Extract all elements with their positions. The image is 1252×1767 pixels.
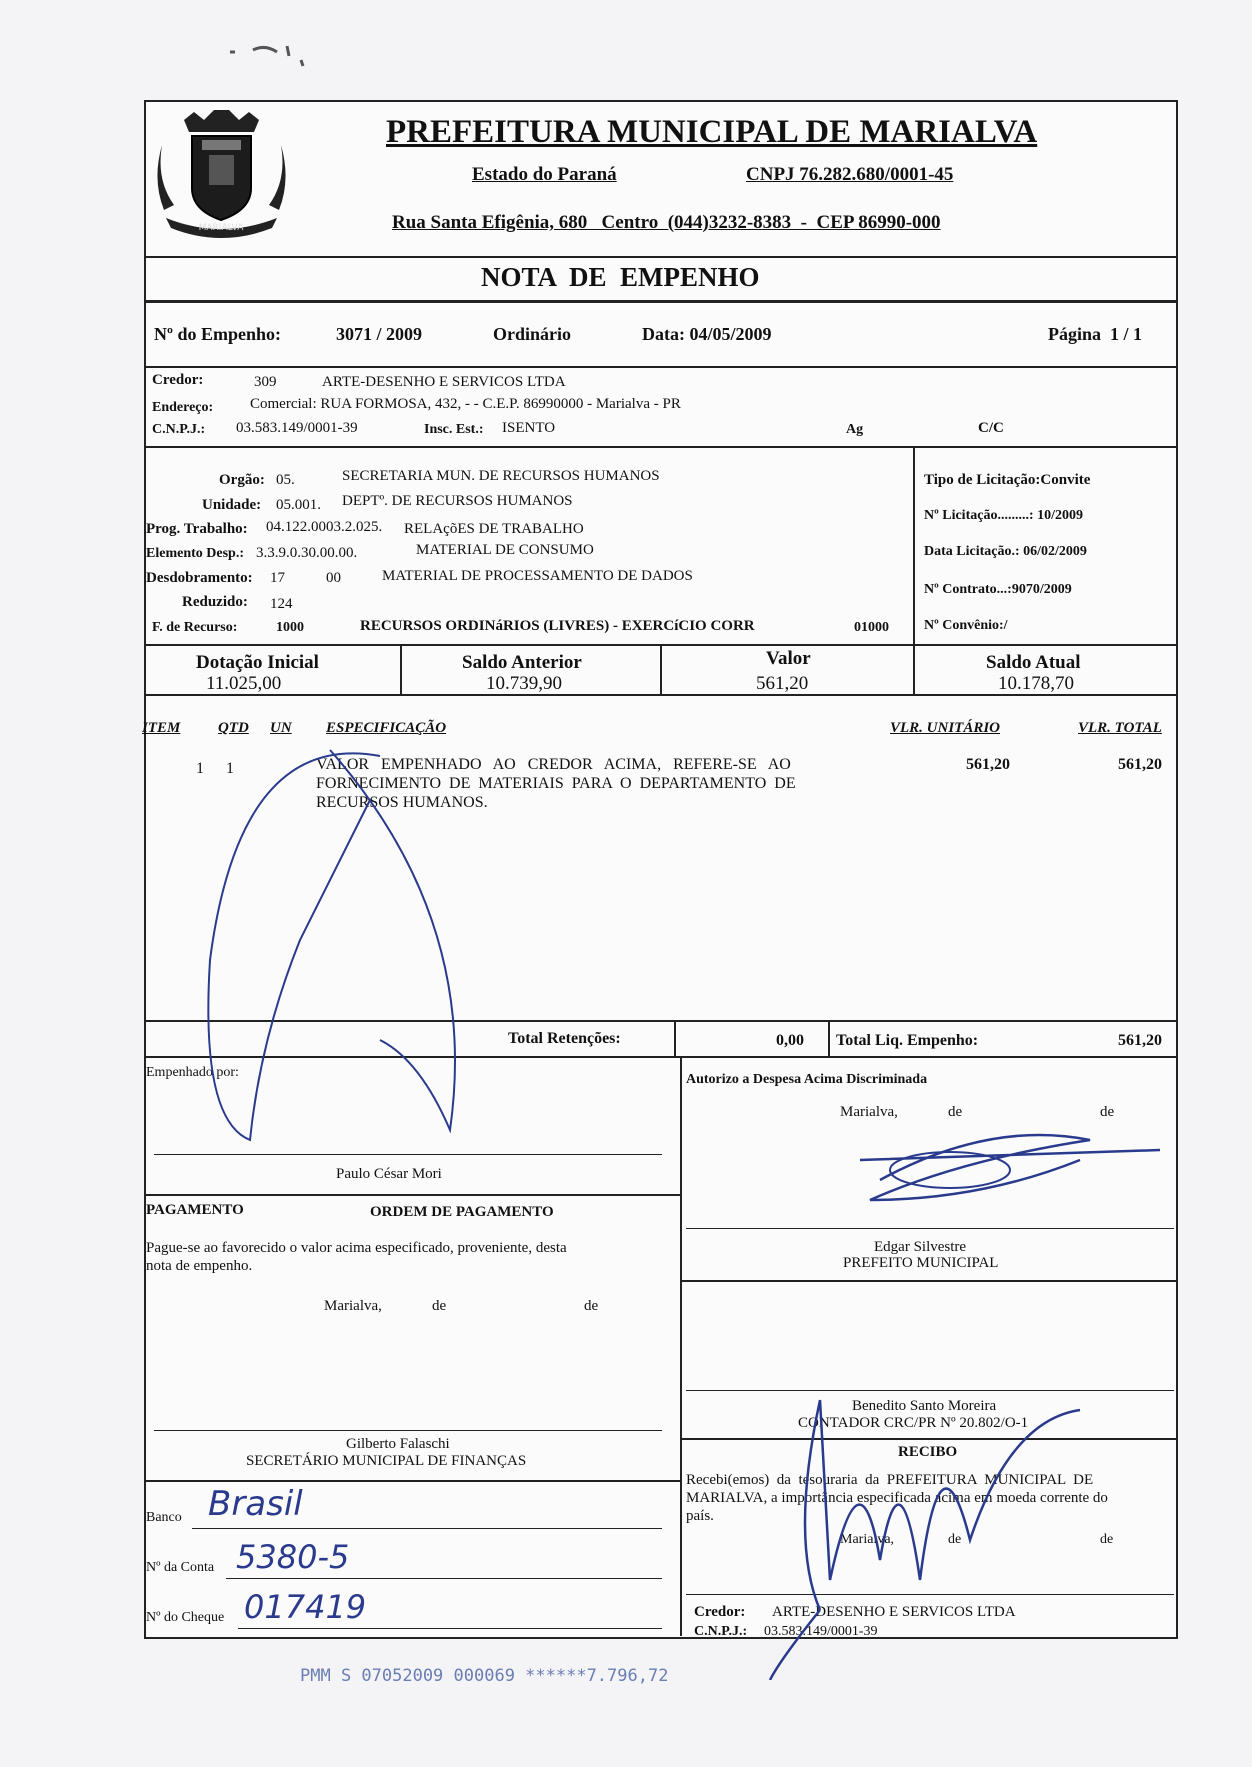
recibo-cnpj: 03.583.149/0001-39: [764, 1624, 878, 1639]
pagamento-city: Marialva,: [324, 1298, 382, 1314]
divider: [674, 1020, 676, 1056]
credor-code: 309: [254, 374, 277, 390]
liq-value: 561,20: [1118, 1032, 1162, 1049]
item-qtd: 1: [226, 760, 234, 777]
pagamento-role: SECRETÁRIO MUNICIPAL DE FINANÇAS: [246, 1453, 527, 1469]
desdob-code2: 00: [326, 570, 341, 586]
orgao: SECRETARIA MUN. DE RECURSOS HUMANOS: [342, 468, 660, 484]
endereco-label: Endereço:: [152, 400, 214, 415]
item-spec-line: RECURSOS HUMANOS.: [316, 794, 488, 811]
credor-address: Comercial: RUA FORMOSA, 432, - - C.E.P. 86990000 - Marialva - PR: [250, 396, 681, 412]
ordem-label: ORDEM DE PAGAMENTO: [370, 1204, 554, 1220]
licitacao-contrato: Nº Contrato...:9070/2009: [924, 582, 1072, 597]
divider: [913, 644, 915, 694]
licitacao-data: Data Licitação.: 06/02/2009: [924, 544, 1087, 559]
col-un: UN: [270, 720, 292, 736]
col-unit: VLR. UNITÁRIO: [890, 720, 1001, 736]
recibo-credor-label: Credor:: [694, 1604, 746, 1620]
elemento: MATERIAL DE CONSUMO: [416, 542, 594, 558]
saldo-anterior-label: Saldo Anterior: [462, 652, 582, 673]
empenhado-label: Empenhado por:: [146, 1065, 239, 1080]
contador-role: CONTADOR CRC/PR Nº 20.802/O-1: [798, 1415, 1029, 1431]
divider: [680, 1056, 682, 1636]
recibo-credor: ARTE-DESENHO E SERVICOS LTDA: [772, 1604, 1016, 1620]
item-spec-line: FORNECIMENTO DE MATERIAIS PARA O DEPARTAMENTO DE: [316, 775, 796, 792]
header-state: Estado do Paraná: [472, 164, 617, 185]
pagamento-text: Pague-se ao favorecido o valor acima especificado, proveniente, desta: [146, 1240, 567, 1256]
divider: [400, 644, 402, 694]
recibo-city: Marialva,: [840, 1532, 895, 1547]
col-qtd: QTD: [218, 720, 249, 736]
elemento-label: Elemento Desp.:: [146, 546, 244, 561]
svg-text:MARIALVA: MARIALVA: [198, 223, 244, 233]
recibo-text: país.: [686, 1508, 714, 1524]
header-cnpj: CNPJ 76.282.680/0001-45: [746, 164, 954, 185]
col-total: VLR. TOTAL: [1078, 720, 1162, 736]
contador-signer: Benedito Santo Moreira: [852, 1398, 997, 1414]
scan-smudge: [225, 40, 345, 80]
autorizo-signer: Edgar Silvestre: [874, 1239, 967, 1255]
item-unit: 561,20: [966, 756, 1010, 773]
reduzido: 124: [270, 596, 293, 612]
valor-value: 561,20: [756, 673, 809, 694]
prog-code: 04.122.0003.2.025.: [266, 519, 383, 535]
unidade-label: Unidade:: [202, 497, 262, 513]
credor-insc: ISENTO: [502, 420, 556, 436]
divider: [828, 1020, 830, 1056]
insc-label: Insc. Est.:: [424, 422, 484, 437]
empenho-number: 3071 / 2009: [336, 324, 423, 344]
unidade: DEPTº. DE RECURSOS HUMANOS: [342, 493, 573, 509]
recurso-code2: 01000: [854, 620, 889, 635]
cnpj-label: C.N.P.J.:: [152, 422, 206, 437]
banco-label: Banco: [146, 1510, 182, 1525]
divider: [146, 256, 1176, 258]
payment-stamp: PMM S 07052009 000069 ******7.796,72: [300, 1666, 669, 1686]
header-address: Rua Santa Efigênia, 680 Centro (044)3232-8383 - CEP 86990-000: [392, 212, 941, 233]
signature-recibo: [760, 1360, 1090, 1680]
conta-label: Nº da Conta: [146, 1560, 215, 1575]
divider: [146, 300, 1176, 303]
orgao-code: 05.: [276, 472, 295, 488]
recibo-de1: de: [948, 1532, 962, 1547]
credor-cnpj: 03.583.149/0001-39: [236, 420, 358, 436]
retencoes-value: 0,00: [776, 1032, 804, 1049]
desdob-label: Desdobramento:: [146, 570, 253, 586]
cheque-label: Nº do Cheque: [146, 1610, 225, 1625]
field-line: [238, 1628, 662, 1629]
signature-mark-large: [180, 740, 490, 1160]
divider: [680, 1280, 1176, 1282]
unidade-code: 05.001.: [276, 497, 321, 513]
recibo-title: RECIBO: [898, 1444, 958, 1460]
divider: [913, 446, 915, 644]
cheque-handwritten: 017419: [244, 1588, 367, 1626]
reduzido-label: Reduzido:: [182, 594, 248, 610]
divider: [146, 366, 1176, 368]
col-item: ITEM: [142, 720, 181, 736]
pagamento-de1: de: [432, 1298, 447, 1314]
cc-label: C/C: [978, 420, 1004, 436]
banco-handwritten: Brasil: [208, 1484, 303, 1524]
desdob-code1: 17: [270, 570, 285, 586]
credor-label: Credor:: [152, 372, 204, 388]
prog: RELAçõES DE TRABALHO: [404, 521, 584, 537]
autorizo-role: PREFEITO MUNICIPAL: [843, 1255, 999, 1271]
item-total: 561,20: [1118, 756, 1162, 773]
pagamento-label: PAGAMENTO: [146, 1202, 244, 1218]
retencoes-label: Total Retenções:: [508, 1030, 621, 1047]
field-line: [226, 1578, 662, 1579]
col-spec: ESPECIFICAÇÃO: [326, 720, 447, 736]
saldo-anterior-value: 10.739,90: [486, 673, 562, 694]
empenho-label: Nº do Empenho:: [154, 324, 281, 344]
saldo-atual-value: 10.178,70: [998, 673, 1074, 694]
item-spec-line: VALOR EMPENHADO AO CREDOR ACIMA, REFERE-SE AO: [316, 756, 791, 773]
signature-line: [686, 1228, 1174, 1229]
empenho-type: Ordinário: [493, 324, 572, 344]
liq-label: Total Liq. Empenho:: [836, 1032, 979, 1049]
ag-label: Ag: [846, 422, 864, 437]
licitacao-convenio: Nº Convênio:/: [924, 618, 1008, 633]
header-title: PREFEITURA MUNICIPAL DE MARIALVA: [386, 114, 1038, 150]
desdob: MATERIAL DE PROCESSAMENTO DE DADOS: [382, 568, 693, 584]
coat-of-arms-icon: [154, 110, 289, 240]
recibo-cnpj-label: C.N.P.J.:: [694, 1624, 748, 1639]
pagamento-de2: de: [584, 1298, 599, 1314]
recurso: RECURSOS ORDINáRIOS (LIVRES) - EXERCíCIO CORR: [360, 618, 755, 634]
empenho-date: Data: 04/05/2009: [642, 324, 772, 344]
field-line: [192, 1528, 662, 1529]
autorizo-de1: de: [948, 1104, 963, 1120]
valor-label: Valor: [766, 648, 811, 669]
prog-label: Prog. Trabalho:: [146, 521, 248, 537]
divider: [146, 1480, 680, 1482]
dotacao-value: 11.025,00: [206, 673, 282, 694]
recibo-text: Recebi(emos) da tesouraria da PREFEITURA MUNICIPAL DE: [686, 1472, 1094, 1488]
pagamento-text: nota de empenho.: [146, 1258, 253, 1274]
recurso-code: 1000: [276, 620, 304, 635]
dotacao-label: Dotação Inicial: [196, 652, 319, 673]
empenhado-signer: Paulo César Mori: [336, 1166, 442, 1182]
page-number: Página 1 / 1: [1048, 324, 1143, 344]
licitacao-numero: Nº Licitação.........: 10/2009: [924, 508, 1083, 523]
signature-line: [154, 1430, 662, 1431]
saldo-atual-label: Saldo Atual: [986, 652, 1081, 673]
item-number: 1: [196, 760, 204, 777]
divider: [660, 644, 662, 694]
divider: [146, 694, 1176, 696]
credor-name: ARTE-DESENHO E SERVICOS LTDA: [322, 374, 566, 390]
divider: [146, 446, 1176, 448]
signature-prefeito: [840, 1120, 1170, 1220]
autorizo-de2: de: [1100, 1104, 1115, 1120]
autorizo-label: Autorizo a Despesa Acima Discriminada: [686, 1072, 928, 1087]
autorizo-city: Marialva,: [840, 1104, 898, 1120]
elemento-code: 3.3.9.0.30.00.00.: [256, 545, 358, 561]
conta-handwritten: 5380-5: [236, 1538, 350, 1576]
pagamento-signer: Gilberto Falaschi: [346, 1436, 450, 1452]
recurso-label: F. de Recurso:: [152, 620, 238, 635]
divider: [146, 1194, 680, 1196]
recibo-text: MARIALVA, a importância especificada acima em moeda corrente do: [686, 1490, 1108, 1506]
doc-title: NOTA DE EMPENHO: [481, 262, 760, 292]
orgao-label: Orgão:: [219, 472, 265, 488]
licitacao-tipo: Tipo de Licitação:Convite: [924, 472, 1091, 488]
recibo-de2: de: [1100, 1532, 1114, 1547]
